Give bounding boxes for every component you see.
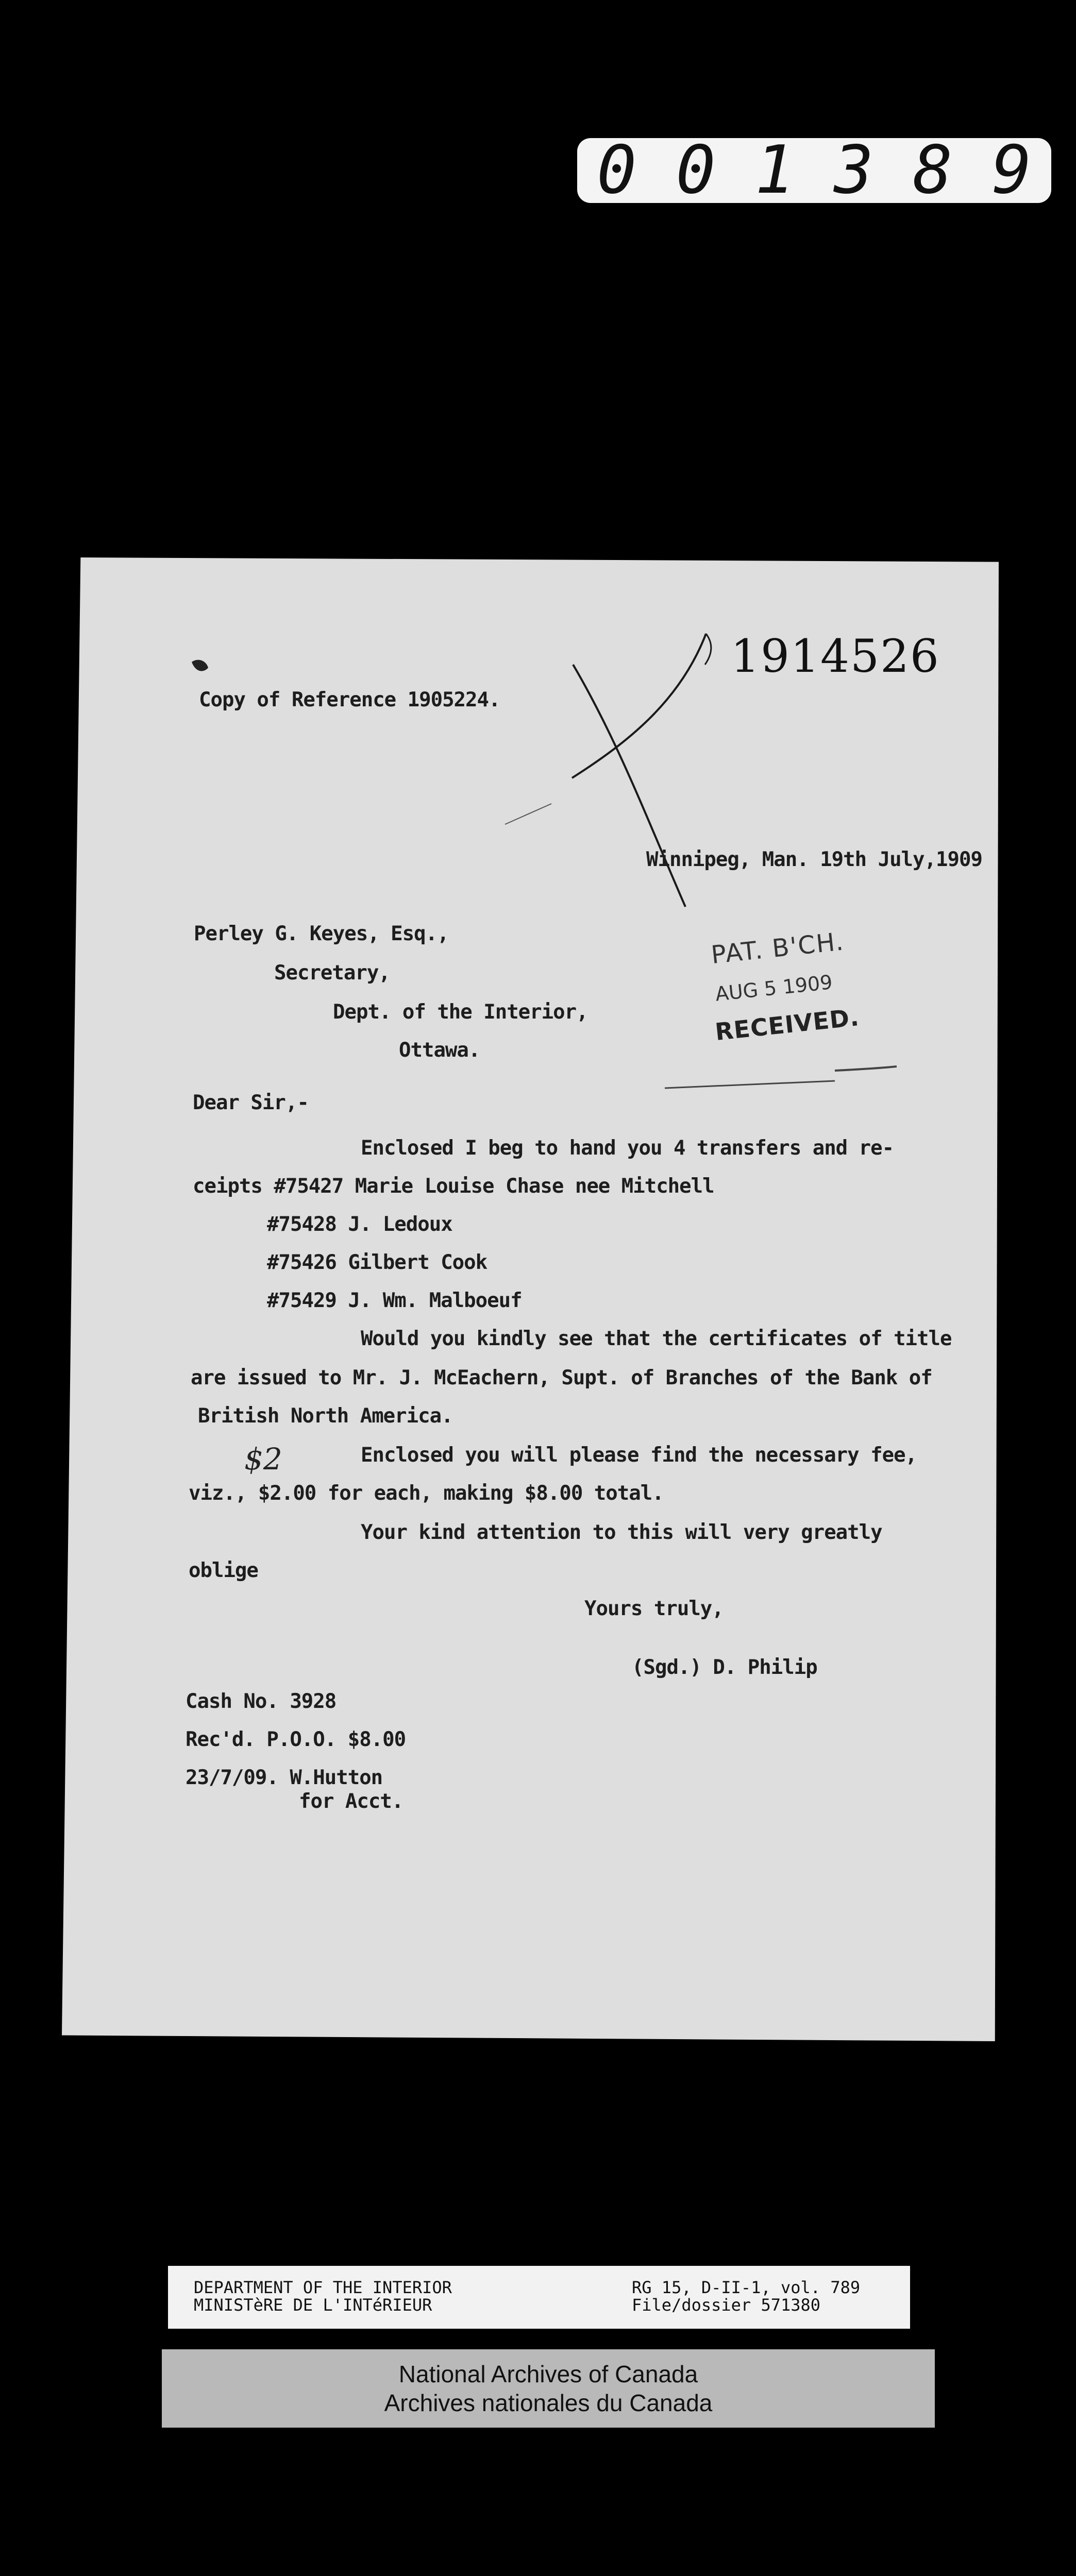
dateline: Winnipeg, Man. 19th July,1909 <box>646 848 982 871</box>
reference-line: Copy of Reference 1905224. <box>199 688 500 711</box>
archive-name-fr: Archives nationales du Canada <box>384 2389 713 2416</box>
salutation: Dear Sir,- <box>193 1091 309 1114</box>
body-line: #75426 Gilbert Cook <box>267 1251 487 1274</box>
handwritten-fee: $2 <box>244 1442 282 1477</box>
dept-en: DEPARTMENT OF THE INTERIOR <box>194 2278 452 2297</box>
body-line: Enclosed you will please find the necessary fee, <box>361 1444 917 1467</box>
addressee-title: Secretary, <box>274 961 390 985</box>
addressee-dept: Dept. of the Interior, <box>333 1001 588 1024</box>
addressee-city: Ottawa. <box>399 1039 480 1062</box>
archive-reference-label <box>168 2266 910 2329</box>
received-stamp <box>694 923 893 1076</box>
footer-line: 23/7/09. W.Hutton <box>186 1766 383 1789</box>
frame-digit: 9 <box>991 132 1032 209</box>
body-line: oblige <box>189 1559 258 1582</box>
frame-digit: 0 <box>676 132 716 209</box>
footer-line: Rec'd. P.O.O. $8.00 <box>186 1728 406 1751</box>
frame-digit: 1 <box>754 132 795 209</box>
body-line: Would you kindly see that the certificates of title <box>361 1327 952 1350</box>
footer-line: for Acct. <box>299 1790 404 1813</box>
body-line: British North America. <box>198 1404 453 1428</box>
stamp-line: AUG 5 1909 <box>714 971 834 1006</box>
body-line: Your kind attention to this will very greatly <box>361 1521 882 1544</box>
file-number: 1914526 <box>731 630 940 683</box>
body-line: #75428 J. Ledoux <box>267 1213 452 1236</box>
stamp-line: PAT. B'CH. <box>710 927 846 970</box>
archive-name-label <box>162 2349 935 2428</box>
pen-stroke <box>505 804 551 824</box>
closing: Yours truly, <box>584 1597 724 1620</box>
pen-stroke <box>665 1081 835 1088</box>
dept-fr: MINISTèRE DE L'INTéRIEUR <box>194 2295 432 2315</box>
body-line: viz., $2.00 for each, making $8.00 total. <box>189 1482 664 1505</box>
stamp-line: RECEIVED. <box>713 1003 861 1046</box>
pen-stroke <box>705 634 711 665</box>
footer-line: Cash No. 3928 <box>186 1690 337 1713</box>
pen-stroke <box>835 1066 897 1071</box>
frame-digit: 3 <box>834 132 874 209</box>
ink-blot <box>192 660 208 671</box>
addressee-name: Perley G. Keyes, Esq., <box>194 922 449 945</box>
frame-digit: 8 <box>913 132 953 209</box>
signature: (Sgd.) D. Philip <box>632 1656 817 1679</box>
body-line: #75429 J. Wm. Malboeuf <box>267 1289 522 1312</box>
pen-stroke <box>572 634 706 778</box>
frame-digit: 0 <box>597 132 637 209</box>
body-line: Enclosed I beg to hand you 4 transfers and re- <box>361 1137 894 1160</box>
body-line: ceipts #75427 Marie Louise Chase nee Mitchell <box>193 1175 714 1198</box>
rg-reference: RG 15, D-II-1, vol. 789 <box>632 2278 861 2297</box>
body-line: are issued to Mr. J. McEachern, Supt. of Branches of the Bank of <box>191 1366 932 1389</box>
archive-name-en: National Archives of Canada <box>398 2361 698 2387</box>
file-reference: File/dossier 571380 <box>632 2295 821 2315</box>
